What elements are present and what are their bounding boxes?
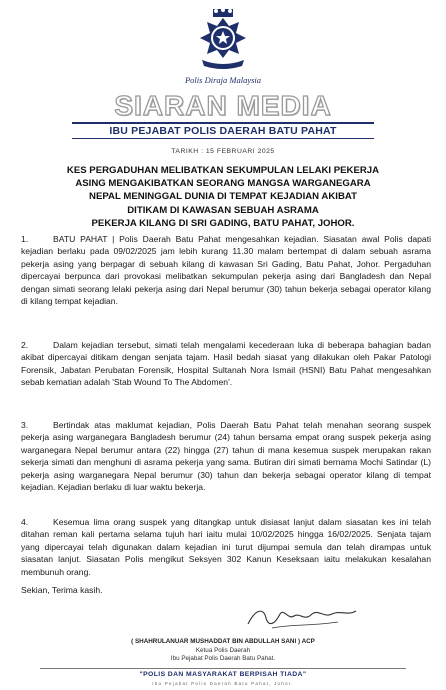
- headline-line: ASING MENGAKIBATKAN SEORANG MANGSA WARGANEGARA: [75, 178, 371, 190]
- paragraph-2: [21, 339, 431, 389]
- footer-motto: "POLIS DAN MASYARAKAT BERPISAH TIADA": [139, 671, 307, 678]
- signature-image: [242, 602, 362, 632]
- banner-title: SIARAN MEDIA: [114, 90, 332, 121]
- footer-address: Ibu Pejabat Polis Daerah Batu Pahat, Johor.: [152, 681, 294, 686]
- headline-line: PEKERJA KILANG DI SRI GADING, BATU PAHAT, JOHOR.: [91, 217, 355, 229]
- paragraph-4: [21, 516, 431, 578]
- date-line: TARIKH : 15 FEBRUARI 2025: [171, 148, 275, 155]
- paragraph-3: [21, 419, 431, 493]
- headline: [40, 164, 406, 230]
- paragraph-text: Bertindak atas maklumat kejadian, Polis Daerah Batu Pahat telah menahan seorang suspek pekerja asing warganegara Bangladesh berumur (24) tahun bersama empat orang suspek pekerja asing warganegara Nepal berumur antara (22) hingga (27) tahun di mana kesemua suspek merupakan rakan sekerja simati dan menghuni di asrama pekerja yang sama. Butiran diri simati bernama Mochi Satindar (L) pekerja asing warganegara Nepal berumur (30) tahun dan bekerja sebagai operator kilang di tempat kejadian. Kejadian berlaku di luar waktu bekerja.: [21, 420, 431, 493]
- headline-line: KES PERGADUHAN MELIBATKAN SEKUMPULAN LELAKI PEKERJA: [66, 165, 380, 176]
- headline-line: NEPAL MENINGGAL DUNIA DI TEMPAT KEJADIAN AKIBAT: [89, 191, 357, 203]
- signatory-name: ( SHAHRULANUAR MUSHADDAT BIN ABDULLAH SANI ) ACP: [131, 638, 315, 645]
- paragraph-number: 1.: [21, 234, 29, 244]
- banner-top-rule: [72, 122, 374, 124]
- footer-divider: [40, 668, 406, 669]
- paragraph-number: 3.: [21, 420, 29, 430]
- signatory-role: Ketua Polis Daerah: [195, 647, 251, 654]
- banner-bottom-rule: [72, 138, 374, 139]
- paragraph-text: Kesemua lima orang suspek yang ditangkap untuk disiasat lanjut dalam siasatan kes ini telah ditahan reman kali pertama selama tujuh hari iaitu mulai 10/02/2025 hingga 16/02/2025. Senjata tajam yang dipercayai telah digunakan dalam kejadian ini turut dijumpai semula dan telah dirampas untuk siasatan lanjut. Siasatan Polis mengikut Seksyen 302 Kanun Keseksaan iaitu melakukan kesalahan membunuh orang.: [21, 517, 431, 577]
- pdrm-crest-icon: [196, 8, 250, 70]
- headline-line: DITIKAM DI KAWASAN SEBUAH ASRAMA: [127, 204, 319, 216]
- signatory-office: Ibu Pejabat Polis Daerah Batu Pahat.: [170, 655, 276, 662]
- banner-subtitle: IBU PEJABAT POLIS DAERAH BATU PAHAT: [109, 125, 337, 137]
- organization-name: Polis Diraja Malaysia: [184, 75, 262, 85]
- paragraph-number: 2.: [21, 340, 29, 350]
- paragraph-text: BATU PAHAT | Polis Daerah Batu Pahat mengesahkan kejadian. Siasatan awal Polis dapati kejadian berlaku pada 09/02/2025 jam lebih kurang 11.30 malam bertempat di dalam sebuah asrama pekerja asing yang berpagar di sebuah kilang di kawasan Sri Gading, Batu Pahat, Johor. Pergaduhan dipercayai berpunca dari provokasi melibatkan sekumpulan pekerja asing dari Bangladesh dan Nepal dengan simati seorang lelaki pekerja asing dari Nepal berumur (30) tahun bekerja sebagai operator kilang di kilang tempat kejadian.: [21, 234, 431, 307]
- paragraph-1: [21, 233, 431, 307]
- closing-text: Sekian, Terima kasih.: [21, 585, 103, 595]
- paragraph-number: 4.: [21, 517, 29, 527]
- paragraph-text: Dalam kejadian tersebut, simati telah mengalami kecederaan luka di beberapa bahagian badan akibat dipercayai ditikam dengan senjata tajam. Hasil bedah siasat yang dilakukan oleh Pakar Patologi Forensik, Jabatan Perubatan Forensik, Hospital Sultanah Nora Ismail (HSNI) Batu Pahat mengesahkan sebab kematian adalah 'Stab Wound To The Abdomen'.: [21, 340, 431, 388]
